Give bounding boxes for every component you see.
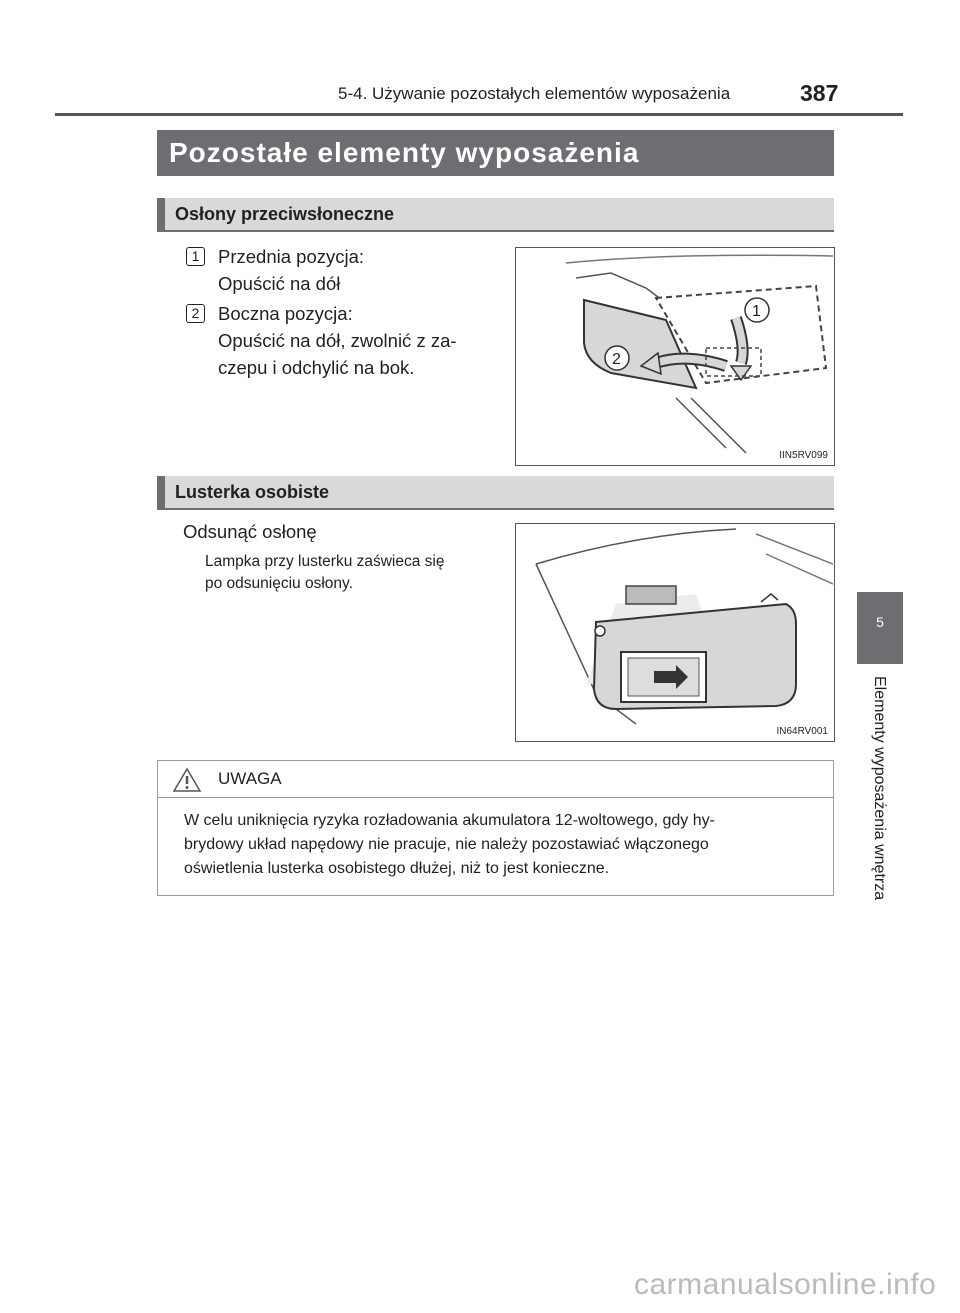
item-number-1: 1 [186,247,205,266]
mirror-instruction: Odsunąć osłonę [183,521,317,542]
header-rule [55,113,903,116]
figure-code: IN64RV001 [776,726,828,737]
section-heading-bar [157,198,165,230]
section-heading-label: Lusterka osobiste [175,482,330,502]
item-1-instruction: Opuścić na dół [218,273,341,294]
item-2-title: Boczna pozycja: [218,303,353,324]
item-2-instruction-line2: czepu i odchylić na bok. [218,357,415,378]
section-heading-vanity-mirrors [157,476,834,510]
mirror-note-line2: po odsunięciu osłony. [205,575,353,592]
item-1-title: Przednia pozycja: [218,246,365,267]
figure-code: IIN5RV099 [779,450,828,461]
sun-visor-illustration [516,248,833,464]
warning-line1: W celu uniknięcia ryzyka rozładowania akumulatora 12-woltowego, gdy hy- [184,812,715,829]
page-number: 387 [800,80,839,106]
warning-box [157,760,834,896]
callout-1: 1 [752,303,761,320]
chapter-tab [857,592,903,664]
callout-2: 2 [612,351,621,368]
warning-triangle-icon [172,767,202,793]
warning-line3: oświetlenia lusterka osobistego dłużej, niż to jest konieczne. [184,860,610,877]
page-title: Pozostałe elementy wyposażenia [157,130,834,176]
warning-line2: brydowy układ napędowy nie pracuje, nie należy pozostawiać włączonego [184,836,709,853]
chapter-label [870,676,890,936]
watermark: carmanualsonline.info [634,1268,937,1301]
chapter-label-text: Elementy wyposażenia wnętrza [871,676,888,901]
vanity-mirror-figure [515,523,835,742]
item-number-2: 2 [186,304,205,323]
warning-body [184,809,814,881]
warning-header [158,761,833,798]
section-heading-label: Osłony przeciwsłoneczne [175,204,395,224]
mirror-note-line1: Lampka przy lusterku zaświeca się [205,553,445,570]
item-2-instruction-line1: Opuścić na dół, zwolnić z za- [218,330,457,351]
vanity-mirror-illustration [516,524,833,740]
section-heading-bar [157,476,165,508]
running-header: 5-4. Używanie pozostałych elementów wyposażenia [338,84,731,103]
warning-title: UWAGA [218,769,282,788]
sun-visor-figure [515,247,835,466]
chapter-number: 5 [876,614,884,630]
section-heading-sun-visors [157,198,834,232]
